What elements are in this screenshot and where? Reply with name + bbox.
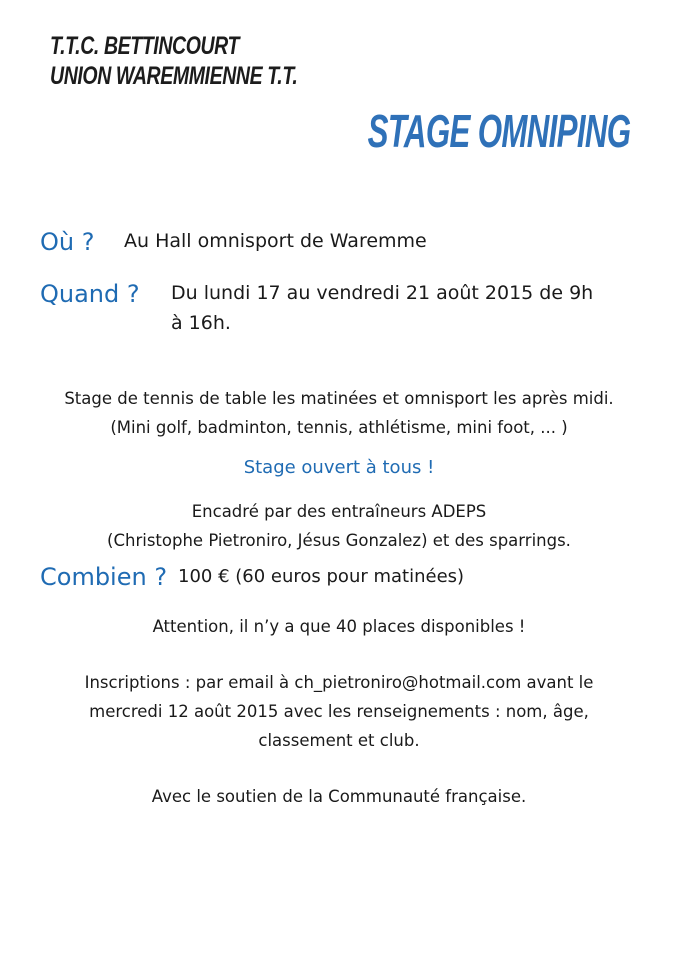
when-answer-line-2: à 16h. bbox=[171, 312, 231, 334]
coaches-info bbox=[0, 497, 678, 555]
coaches-line-1: Encadré par des entraîneurs ADEPS bbox=[191, 502, 487, 521]
price-answer: 100 € (60 euros pour matinées) bbox=[178, 566, 465, 587]
description-line-1: Stage de tennis de table les matinées et omnisport les après midi. bbox=[64, 389, 614, 408]
registration-line-2: mercredi 12 août 2015 avec les renseignements : nom, âge, bbox=[89, 702, 589, 721]
registration-line-3: classement et club. bbox=[258, 731, 420, 750]
when-label: Quand ? bbox=[40, 280, 140, 308]
open-to-all-notice bbox=[0, 453, 678, 482]
description-line-2: (Mini golf, badminton, tennis, athlétisme, mini foot, ... ) bbox=[110, 418, 568, 437]
open-to-all-text: Stage ouvert à tous ! bbox=[243, 457, 435, 478]
page-title: STAGE OMNIPING bbox=[367, 105, 630, 157]
when-answer bbox=[171, 278, 651, 338]
price-label: Combien ? bbox=[40, 563, 168, 591]
coaches-line-2: (Christophe Pietroniro, Jésus Gonzalez) et des sparrings. bbox=[107, 531, 571, 550]
where-answer: Au Hall omnisport de Waremme bbox=[124, 230, 427, 252]
support-credit bbox=[0, 782, 678, 811]
club-name-union-waremmienne: UNION WAREMMIENNE T.T. bbox=[50, 62, 298, 90]
where-label: Où ? bbox=[40, 228, 95, 256]
attention-notice bbox=[0, 612, 678, 641]
attention-text: Attention, il n’y a que 40 places disponibles ! bbox=[152, 617, 526, 636]
stage-description bbox=[0, 384, 678, 442]
registration-line-1: Inscriptions : par email à ch_pietroniro@hotmail.com avant le bbox=[84, 673, 594, 692]
registration-info bbox=[0, 668, 678, 755]
support-text: Avec le soutien de la Communauté française. bbox=[151, 787, 527, 806]
when-answer-line-1: Du lundi 17 au vendredi 21 août 2015 de 9h bbox=[171, 282, 594, 304]
club-name-bettincourt: T.T.C. BETTINCOURT bbox=[50, 32, 240, 60]
